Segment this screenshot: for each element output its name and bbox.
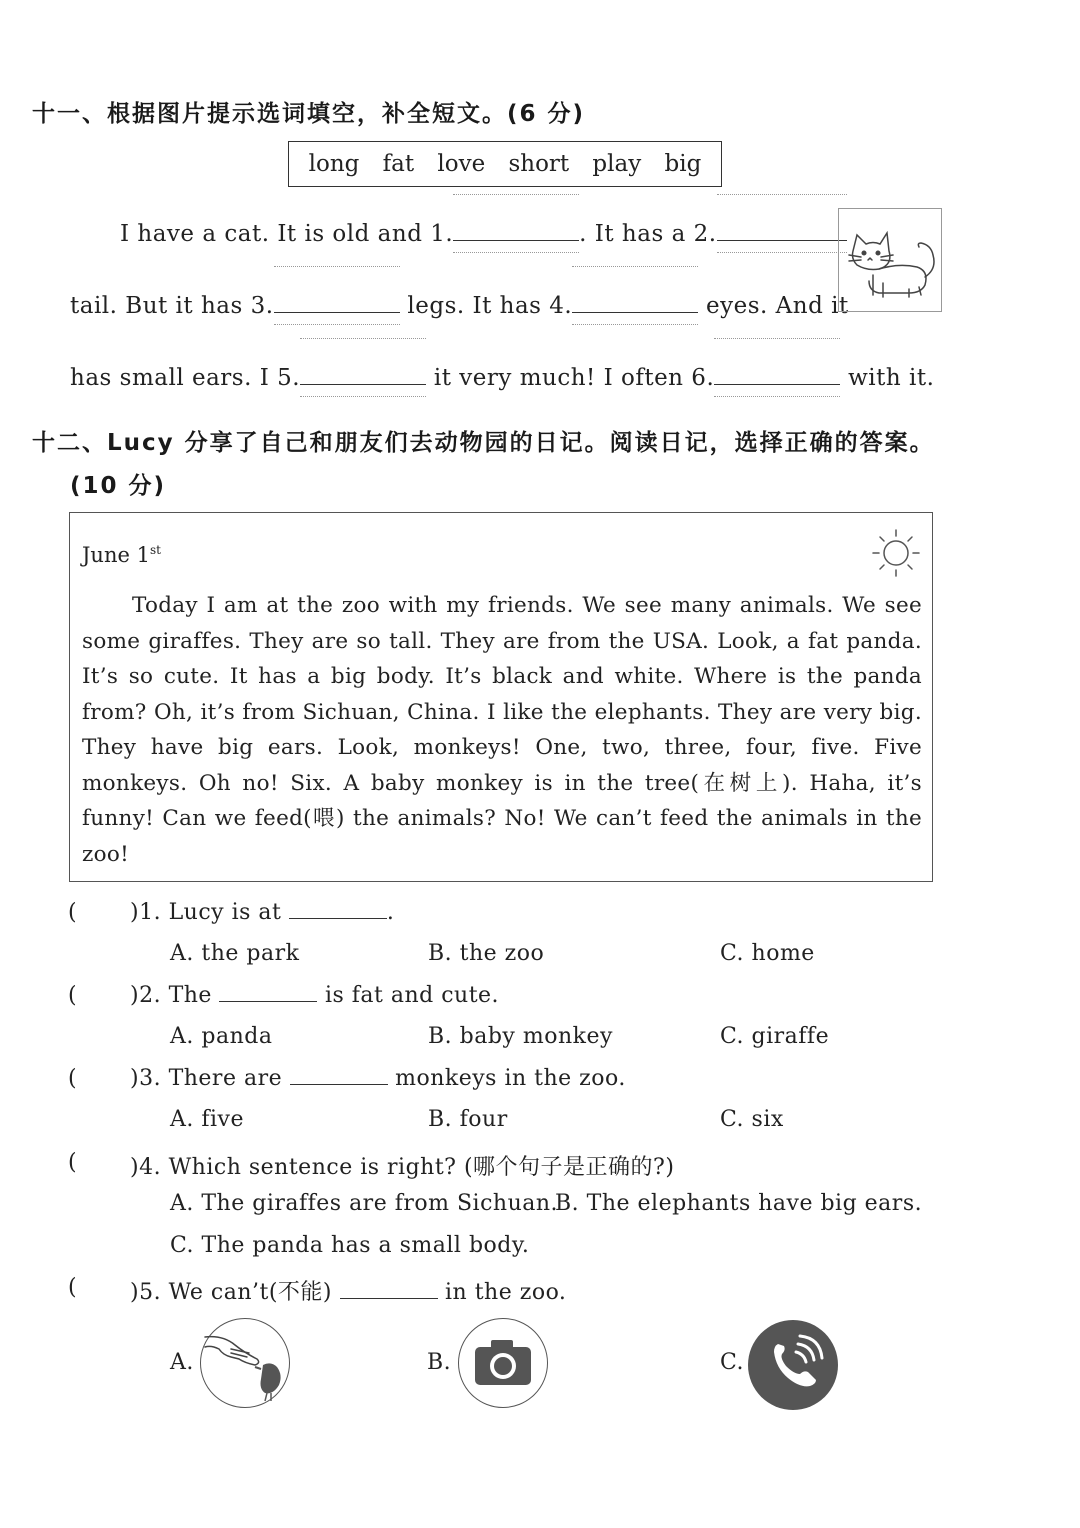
answer-paren[interactable]: (	[68, 900, 77, 925]
option-1a[interactable]: A. the park	[170, 941, 300, 966]
blank-4[interactable]	[572, 292, 698, 313]
section-12-title: 十二、Lucy 分享了自己和朋友们去动物园的日记。阅读日记，选择正确的答案。	[32, 430, 935, 456]
passage-text: I have a cat. It is old and 1.	[120, 221, 454, 247]
word-bank-item: long	[308, 151, 360, 177]
blank-6[interactable]	[714, 364, 840, 385]
cat-icon	[839, 209, 943, 313]
answer-paren[interactable]: (	[68, 1066, 77, 1091]
camera-icon[interactable]	[458, 1318, 548, 1408]
question-blank	[290, 1066, 388, 1085]
option-3a[interactable]: A. five	[170, 1107, 245, 1132]
passage-text: eyes. And it	[706, 293, 849, 319]
question-3: )3. There are monkeys in the zoo.	[130, 1066, 626, 1091]
option-1b[interactable]: B. the zoo	[428, 941, 545, 966]
option-5b-label[interactable]: B.	[427, 1350, 452, 1375]
question-blank	[219, 983, 317, 1002]
blank-2[interactable]	[717, 220, 847, 241]
option-2c[interactable]: C. giraffe	[720, 1024, 830, 1049]
blank-1[interactable]	[453, 220, 579, 241]
option-5c-label[interactable]: C.	[720, 1350, 745, 1375]
passage-text: legs. It has 4.	[407, 293, 573, 319]
option-1c[interactable]: C. home	[720, 941, 815, 966]
word-bank-item: big	[664, 151, 702, 177]
question-4: )4. Which sentence is right? (哪个句子是正确的?)	[130, 1155, 675, 1180]
word-bank-item: short	[508, 151, 570, 177]
passage-text: . It has a 2.	[579, 221, 717, 247]
cat-picture	[838, 208, 942, 312]
answer-paren[interactable]: (	[68, 983, 77, 1008]
option-4b[interactable]: B. The elephants have big ears.	[555, 1191, 923, 1216]
word-bank-item: fat	[382, 151, 415, 177]
answer-paren[interactable]: (	[68, 1150, 77, 1175]
diary-text: Today I am at the zoo with my friends. We see many animals. We see some giraffes. They are so tall. They are from the USA. Look, a fat panda. It’s so cute. It has a big body. It’s black and white. Where is the panda from? Oh, it’s from Sichuan, China. I like the elephants. They are very big. They have big ears. Look, monkeys! One, two, three, four, five. Five monkeys. Oh no! Six. A baby monkey is in the tree(在树上). Haha, it’s funny! Can we feed(喂) the animals? No! We can’t feed the animals in the zoo!	[82, 593, 922, 867]
passage-line-2	[70, 292, 849, 319]
passage-text: tail. But it has 3.	[70, 293, 274, 319]
passage-line-3	[70, 364, 934, 391]
section-11-title: 十一、根据图片提示选词填空，补全短文。(6 分)	[32, 101, 586, 127]
option-4a[interactable]: A. The giraffes are from Sichuan.	[170, 1191, 559, 1216]
hand-feeding-bird-icon[interactable]	[200, 1318, 290, 1408]
option-5a-label[interactable]: A.	[170, 1350, 194, 1375]
section-12-points: (10 分)	[70, 473, 167, 499]
passage-text: has small ears. I 5.	[70, 365, 301, 391]
blank-3[interactable]	[274, 292, 400, 313]
passage-text: with it.	[848, 365, 935, 391]
sun-icon	[870, 527, 922, 579]
word-bank-item: love	[437, 151, 486, 177]
option-2a[interactable]: A. panda	[170, 1024, 273, 1049]
question-1: )1. Lucy is at .	[130, 900, 395, 925]
option-3c[interactable]: C. six	[720, 1107, 784, 1132]
diary-date: June 1st	[82, 543, 161, 567]
passage-text: it very much! I often 6.	[433, 365, 715, 391]
option-2b[interactable]: B. baby monkey	[428, 1024, 613, 1049]
question-blank	[289, 900, 387, 919]
blank-5[interactable]	[300, 364, 426, 385]
passage-line-1	[120, 220, 847, 247]
diary-box	[69, 512, 933, 882]
word-bank	[288, 141, 722, 187]
phone-icon[interactable]	[748, 1320, 838, 1410]
option-4c[interactable]: C. The panda has a small body.	[170, 1233, 530, 1258]
question-5: )5. We can’t(不能) in the zoo.	[130, 1280, 567, 1305]
word-bank-item: play	[592, 151, 642, 177]
question-blank	[340, 1280, 438, 1299]
answer-paren[interactable]: (	[68, 1275, 77, 1300]
option-3b[interactable]: B. four	[428, 1107, 508, 1132]
question-2: )2. The is fat and cute.	[130, 983, 500, 1008]
